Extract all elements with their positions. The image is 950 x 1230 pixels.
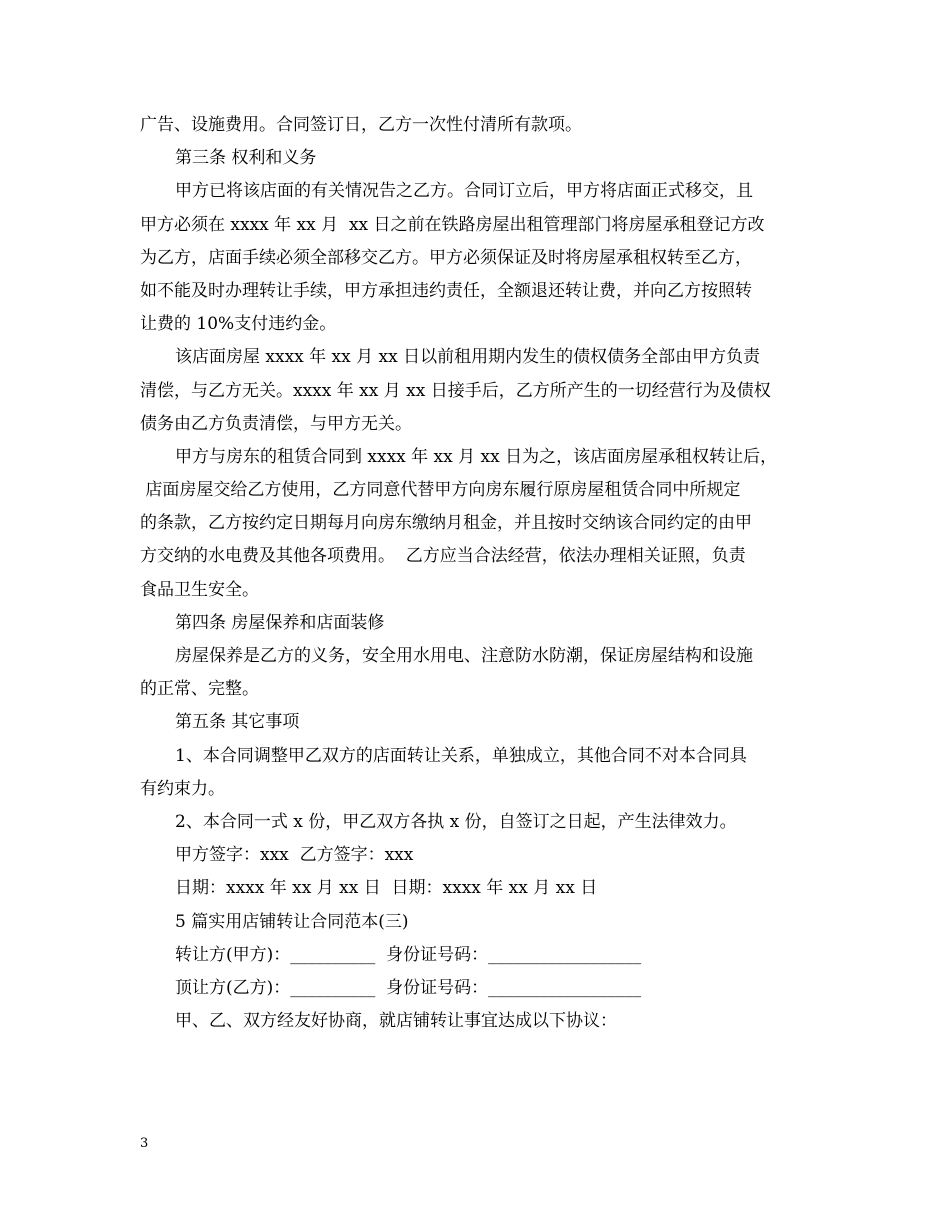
text-line: 甲方已将该店面的有关情况告之乙方。合同订立后，甲方将店面正式移交，且 bbox=[175, 181, 753, 202]
text-line: 店面房屋交给乙方使用，乙方同意代替甲方向房东履行原房屋租赁合同中所规定 bbox=[140, 480, 741, 501]
text-line: 广告、设施费用。合同签订日，乙方一次性付清所有款项。 bbox=[140, 115, 582, 135]
text-line: 清偿，与乙方无关。xxxx 年 xx 月 xx 日接手后，乙方所产生的一切经营行为及债权 bbox=[140, 380, 771, 401]
text-line: 该店面房屋 xxxx 年 xx 月 xx 日以前租用期内发生的债权债务全部由甲方负责 bbox=[175, 347, 761, 368]
text-line: 甲方签字：xxx 乙方签字：xxx bbox=[175, 845, 414, 866]
text-line: 日期：xxxx 年 xx 月 xx 日 日期：xxxx 年 xx 月 xx 日 bbox=[175, 878, 598, 899]
text-line: 房屋保养是乙方的义务，安全用水用电、注意防水防潮，保证房屋结构和设施 bbox=[175, 646, 753, 666]
text-line: 食品卫生安全。 bbox=[140, 579, 259, 600]
text-line: 让费的 10%支付违约金。 bbox=[140, 314, 337, 335]
text-line: 甲方必须在 xxxx 年 xx 月 xx 日之前在铁路房屋出租管理部门将房屋承租登记方改 bbox=[140, 214, 765, 235]
text-line: 第三条 权利和义务 bbox=[175, 148, 317, 169]
text-line: 为乙方，店面手续必须全部移交乙方。甲方必须保证及时将房屋承租权转至乙方， bbox=[140, 247, 752, 268]
text-line: 1、本合同调整甲乙双方的店面转让关系，单独成立，其他合同不对本合同具 bbox=[175, 745, 747, 766]
text-line: 有约束力。 bbox=[140, 778, 225, 799]
document-body bbox=[140, 112, 830, 1041]
text-line: 5 篇实用店铺转让合同范本(三) bbox=[175, 911, 409, 932]
text-line: 的正常、完整。 bbox=[140, 679, 259, 700]
text-line: 顶让方(乙方)：__________ 身份证号码：__________________ bbox=[175, 977, 642, 998]
text-line: 的条款，乙方按约定日期每月向房东缴纳月租金，并且按时交纳该合同约定的由甲 bbox=[140, 513, 752, 534]
text-line: 转让方(甲方)：__________ 身份证号码：__________________ bbox=[175, 944, 642, 965]
text-line: 第五条 其它事项 bbox=[175, 712, 300, 733]
text-line: 第四条 房屋保养和店面装修 bbox=[175, 612, 385, 633]
text-line: 甲、乙、双方经友好协商，就店铺转让事宜达成以下协议： bbox=[175, 1011, 617, 1032]
text-line: 如不能及时办理转让手续，甲方承担违约责任，全额退还转让费，并向乙方按照转 bbox=[140, 280, 752, 301]
text-line: 方交纳的水电费及其他各项费用。 乙方应当合法经营，依法办理相关证照，负责 bbox=[140, 546, 746, 567]
page-number: 3 bbox=[140, 1136, 149, 1151]
text-line: 2、本合同一式 x 份，甲乙双方各执 x 份，自签订之日起，产生法律效力。 bbox=[175, 811, 737, 832]
text-line: 债务由乙方负责清偿，与甲方无关。 bbox=[140, 413, 412, 434]
text-line: 甲方与房东的租赁合同到 xxxx 年 xx 月 xx 日为之，该店面房屋承租权转让后， bbox=[175, 446, 778, 467]
